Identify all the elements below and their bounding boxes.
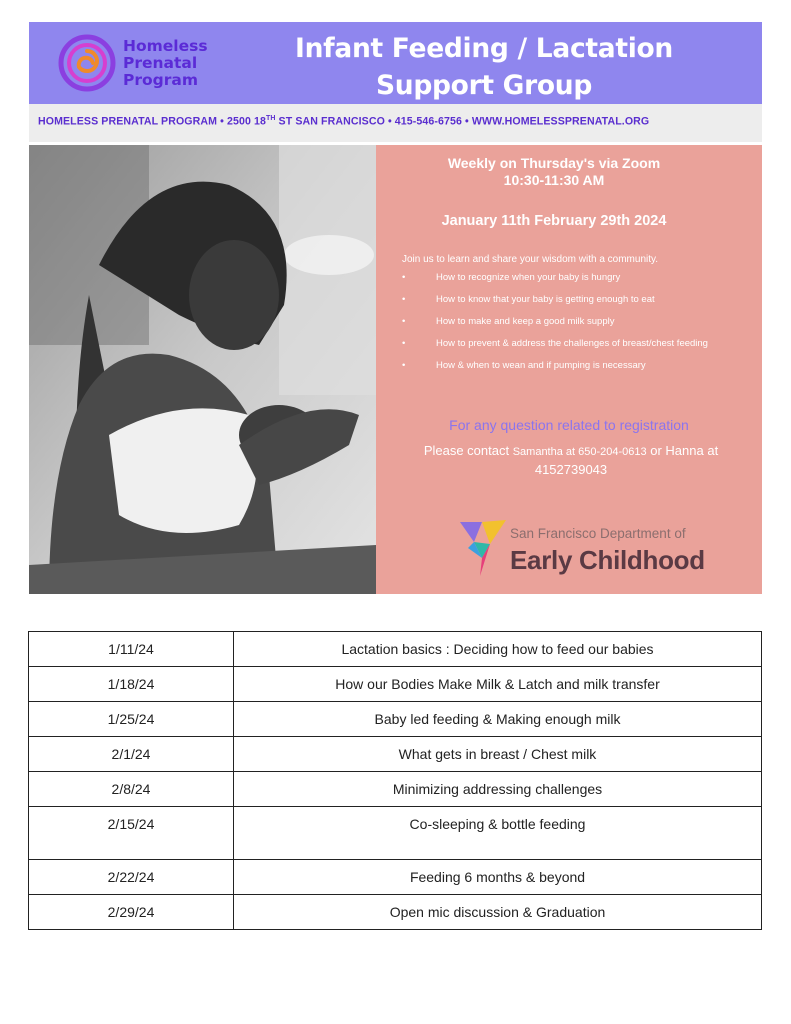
info-panel <box>376 145 762 594</box>
topic-cell: Lactation basics : Deciding how to feed our babies <box>234 632 762 667</box>
origami-bird-icon <box>460 518 506 578</box>
topic-cell: Co-sleeping & bottle feeding <box>234 807 762 860</box>
schedule-table <box>28 631 762 930</box>
list-item: • How to prevent & address the challenges of breast/chest feeding <box>402 338 708 349</box>
header-banner <box>29 22 762 104</box>
spiral-logo-icon <box>57 33 117 93</box>
bullet-icon: • <box>402 294 406 305</box>
topic-cell: Baby led feeding & Making enough milk <box>234 702 762 737</box>
date-cell: 2/29/24 <box>29 895 234 930</box>
topic-cell: What gets in breast / Chest milk <box>234 737 762 772</box>
org-name: Homeless Prenatal Program <box>123 37 208 89</box>
topic-cell: Feeding 6 months & beyond <box>234 860 762 895</box>
table-row <box>29 860 762 895</box>
list-item: • How to recognize when your baby is hungry <box>402 272 621 283</box>
table-row <box>29 737 762 772</box>
date-cell: 2/15/24 <box>29 807 234 860</box>
sponsor-name: Early Childhood <box>510 545 705 575</box>
contact-info: Please contact Samantha at 650-204-0613 or Hanna at 4152739043 <box>423 443 719 477</box>
list-item: • How & when to wean and if pumping is necessary <box>402 360 646 371</box>
bullet-icon: • <box>402 360 406 371</box>
sponsor-dept-text: San Francisco Department of <box>510 526 686 541</box>
topic-cell: Open mic discussion & Graduation <box>234 895 762 930</box>
topic-cell: How our Bodies Make Milk & Latch and milk transfer <box>234 667 762 702</box>
date-cell: 2/22/24 <box>29 860 234 895</box>
bullet-icon: • <box>402 272 406 283</box>
table-row <box>29 807 762 860</box>
date-cell: 1/11/24 <box>29 632 234 667</box>
breastfeeding-photo <box>29 145 376 594</box>
topics-list <box>400 272 730 382</box>
table-row <box>29 667 762 702</box>
date-cell: 1/18/24 <box>29 667 234 702</box>
registration-question: For any question related to registration <box>449 417 689 433</box>
bullet-icon: • <box>402 316 406 327</box>
table-row <box>29 702 762 737</box>
page-title: Infant Feeding / Lactation Support Group <box>295 33 673 101</box>
date-cell: 1/25/24 <box>29 702 234 737</box>
topic-cell: Minimizing addressing challenges <box>234 772 762 807</box>
date-range: January 11th February 29th 2024 <box>441 213 667 229</box>
intro-text: Join us to learn and share your wisdom with a community. <box>402 254 659 265</box>
address-text: HOMELESS PRENATAL PROGRAM • 2500 18TH ST SAN FRANCISCO • 415-546-6756 • WWW.HOMELESSPRENATAL.ORG <box>38 115 650 128</box>
list-item: • How to know that your baby is getting enough to eat <box>402 294 655 305</box>
bullet-icon: • <box>402 338 406 349</box>
date-cell: 2/1/24 <box>29 737 234 772</box>
list-item: • How to make and keep a good milk supply <box>402 316 615 327</box>
date-cell: 2/8/24 <box>29 772 234 807</box>
schedule-time: Weekly on Thursday's via Zoom 10:30-11:30 AM <box>447 155 661 188</box>
table-row <box>29 632 762 667</box>
table-row <box>29 772 762 807</box>
sponsor-logo <box>460 518 740 580</box>
address-bar <box>29 104 762 142</box>
table-row <box>29 895 762 930</box>
